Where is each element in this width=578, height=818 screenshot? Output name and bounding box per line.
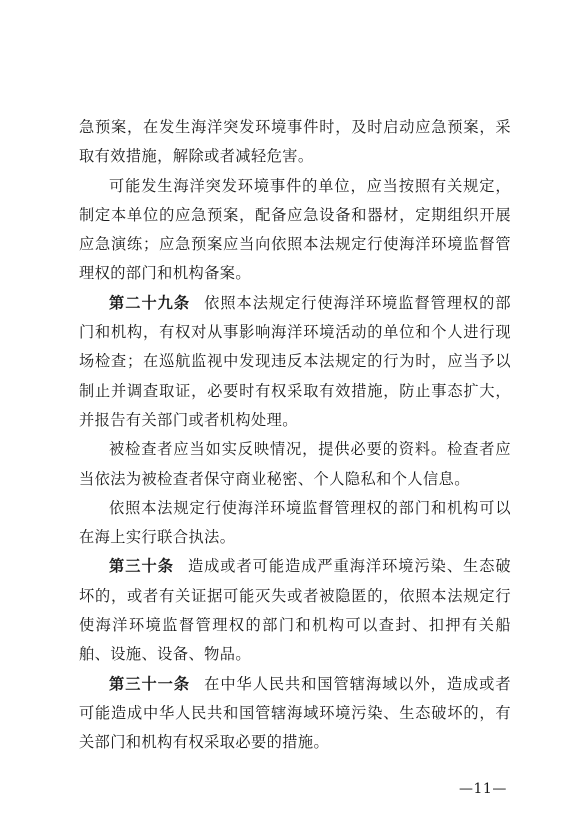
paragraph-5 (79, 494, 511, 553)
paragraph-5-text: 依照本法规定行使海洋环境监督管理权的部门和机构可以在海上实行联合执法。 (79, 498, 511, 547)
article-31 (79, 670, 511, 758)
article-29-title: 第二十九条 (109, 293, 191, 312)
article-31-text: 在中华人民共和国管辖海域以外，造成或者可能造成中华人民共和国管辖海域环境污染、生态破坏的，有关部门和机构有权采取必要的措施。 (79, 674, 512, 752)
paragraph-4-text: 被检查者应当如实反映情况，提供必要的资料。检查者应当依法为被检查者保守商业秘密、个人隐私和个人信息。 (79, 440, 511, 488)
article-31-title: 第三十一条 (109, 674, 191, 693)
paragraph-2-text: 可能发生海洋突发环境事件的单位，应当按照有关规定，制定本单位的应急预案，配备应急设备和器材，定期组织开展应急演练；应急预案应当向依照本法规定行使海洋环境监督管理权的部门和机构备案。 (79, 176, 511, 283)
article-29-text: 依照本法规定行使海洋环境监督管理权的部门和机构，有权对从事影响海洋环境活动的单位和个人进行现场检查；在巡航监视中发现违反本法规定的行为时，应当予以制止并调查取证，必要时有权采取有效措施，防止事态扩大，并报告有关部门或者机构处理。 (79, 293, 512, 429)
paragraph-1-text: 急预案，在发生海洋突发环境事件时，及时启动应急预案，采取有效措施，解除或者减轻危害。 (79, 118, 511, 166)
paragraph-2 (79, 172, 511, 289)
article-30-title: 第三十条 (109, 557, 174, 576)
paragraph-4 (79, 435, 511, 494)
article-30-text: 造成或者可能造成严重海洋环境污染、生态破坏的，或者有关证据可能灭失或者被隐匿的，依照本法规定行使海洋环境监督管理权的部门和机构可以查封、扣押有关船舶、设施、设备、物品。 (79, 557, 512, 664)
document-body (79, 113, 511, 758)
article-30 (79, 552, 511, 669)
paragraph-1 (79, 113, 511, 172)
page-number: —11— (459, 781, 507, 797)
article-29 (79, 289, 511, 435)
